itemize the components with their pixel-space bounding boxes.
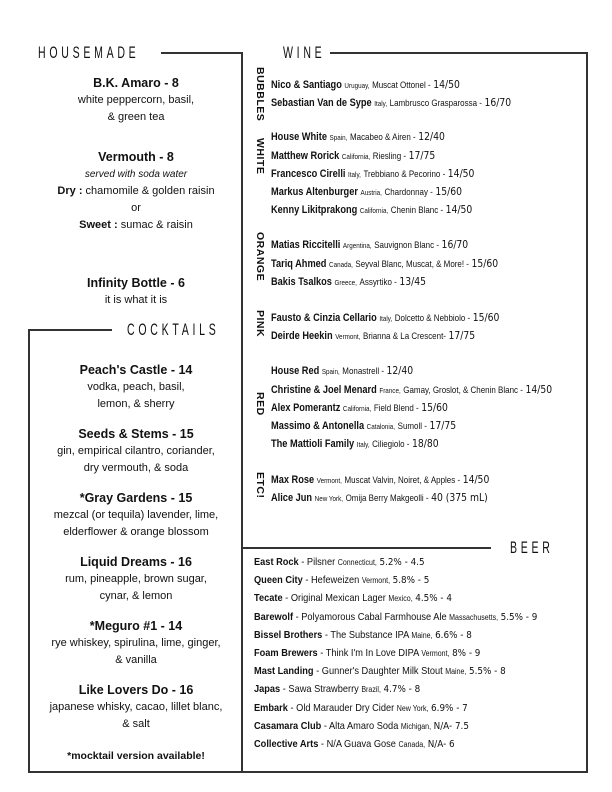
item-desc: rye whiskey, spirulina, lime, ginger,: [51, 637, 221, 649]
item-desc: cynar, & lemon: [99, 590, 173, 602]
menu-item-infinity-bottle: [30, 275, 242, 309]
beer-origin: Maine,: [445, 667, 467, 677]
wine-row: [271, 363, 413, 380]
beer-price: 5.2% - 4.5: [379, 557, 425, 568]
wine-origin: Austria,: [360, 188, 382, 197]
wine-producer: House White: [271, 131, 327, 143]
dry-desc: chamomile & golden raisin: [85, 185, 215, 197]
item-desc: & salt: [122, 718, 150, 730]
cocktails-heading: COCKTAILS: [127, 320, 220, 339]
beer-origin: Vermont,: [361, 576, 391, 586]
wine-row: [271, 328, 475, 345]
vermouth-dry: [30, 183, 242, 200]
wine-producer: Markus Altenburger: [271, 186, 358, 198]
wine-origin: Italy,: [356, 440, 370, 449]
wine-producer: Fausto & Cinzia Cellario: [271, 312, 377, 324]
wine-price: 40 (375 mL): [431, 491, 488, 504]
divider: [330, 52, 588, 54]
wine-category-label: ORANGE: [254, 232, 266, 282]
sweet-desc: sumac & raisin: [120, 219, 193, 231]
wine-row: [271, 436, 439, 453]
beer-price: N/A- 6: [427, 739, 455, 750]
wine-price: 13/45: [399, 275, 426, 288]
beer-origin: Maine,: [411, 630, 433, 640]
wine-producer: House Red: [271, 365, 320, 377]
wine-category-label: RED: [254, 392, 266, 416]
wine-detail: Trebbiano & Pecorino -: [363, 169, 446, 180]
item-desc: white peppercorn, basil,: [77, 94, 195, 106]
item-title: B.K. Amaro - 8: [93, 76, 179, 90]
beer-name: Alta Amaro Soda: [328, 719, 399, 732]
wine-origin: Greece,: [334, 278, 357, 287]
wine-row: [271, 274, 426, 291]
cocktail-item: [30, 490, 242, 541]
wine-row: [271, 382, 552, 399]
dry-label: Dry :: [57, 185, 83, 197]
wine-detail: Monastrell -: [342, 366, 384, 377]
item-title: *Meguro #1 - 14: [89, 619, 183, 633]
beer-row: East Rock - Pilsner Connecticut, 5.2% - 4.5: [254, 556, 425, 568]
beer-brewery: Foam Brewers: [254, 647, 318, 659]
wine-producer: Nico & Santiago: [271, 79, 342, 91]
beer-price: 8% - 9: [452, 648, 481, 659]
wine-price: 17/75: [408, 149, 436, 162]
wine-detail: Dolcetto & Nebbiolo -: [394, 313, 471, 324]
beer-heading: BEER: [510, 538, 554, 557]
wine-row: [271, 129, 445, 146]
wine-producer: Deirde Heekin: [271, 330, 333, 342]
wine-row: [271, 256, 498, 273]
wine-row: [271, 77, 460, 94]
wine-producer: Alice Jun: [271, 492, 313, 504]
wine-row: [271, 418, 456, 435]
item-desc: mezcal (or tequila) lavender, lime,: [53, 509, 219, 521]
wine-price: 14/50: [433, 78, 460, 91]
wine-origin: Uruguay,: [344, 81, 370, 90]
beer-name: N/A Guava Gose: [326, 738, 396, 750]
beer-price: 5.8% - 5: [392, 575, 430, 587]
beer-name: Pilsner: [306, 556, 336, 568]
beer-brewery: Mast Landing: [254, 665, 314, 678]
wine-price: 14/50: [525, 383, 553, 396]
item-title: Infinity Bottle - 6: [87, 276, 185, 290]
vermouth-sweet: [30, 217, 242, 234]
item-desc: rum, pineapple, brown sugar,: [65, 573, 207, 585]
wine-producer: Alex Pomerantz: [271, 402, 341, 414]
item-desc: & vanilla: [115, 654, 157, 666]
beer-name: Gunner's Daughter Milk Stout: [321, 665, 443, 678]
beer-price: N/A- 7.5: [433, 720, 469, 732]
wine-origin: Italy,: [379, 314, 393, 323]
cocktail-item: [30, 426, 242, 477]
wine-origin: Argentina,: [342, 241, 372, 250]
wine-detail: Field Blend -: [373, 403, 419, 414]
wine-category-label: ETC!: [254, 472, 266, 499]
wine-producer: Christine & Joel Menard: [271, 384, 377, 396]
wine-detail: Macabeo & Airen -: [349, 132, 416, 143]
wine-price: 14/50: [445, 203, 473, 216]
wine-origin: Catalonia,: [366, 422, 396, 431]
wine-detail: Riesling -: [372, 151, 407, 162]
divider: [586, 52, 588, 773]
wine-detail: Muscat Ottonel -: [372, 80, 431, 91]
wine-price: 12/40: [386, 364, 414, 377]
wine-origin: Vermont,: [316, 476, 342, 485]
beer-brewery: Casamara Club: [254, 719, 322, 732]
wine-price: 14/50: [462, 473, 490, 486]
wine-row: [271, 166, 474, 183]
item-desc: dry vermouth, & soda: [83, 462, 189, 474]
wine-detail: Chenin Blanc -: [390, 205, 444, 216]
wine-row: [271, 184, 462, 201]
wine-price: 12/40: [418, 130, 445, 143]
beer-row: Japas - Sawa Strawberry Brazil, 4.7% - 8: [254, 683, 421, 696]
wine-row: [271, 490, 488, 507]
beer-row: Mast Landing - Gunner's Daughter Milk Stout Maine, 5.5% - 8: [254, 665, 506, 678]
wine-detail: Lambrusco Grasparossa -: [389, 98, 482, 109]
wine-price: 16/70: [484, 96, 512, 109]
item-title: *Gray Gardens - 15: [79, 491, 193, 505]
wine-price: 15/60: [471, 257, 499, 270]
wine-origin: California,: [359, 206, 389, 215]
wine-price: 16/70: [441, 238, 469, 251]
wine-origin: California,: [341, 152, 371, 161]
cocktail-item: [30, 618, 242, 669]
wine-detail: Assyrtiko -: [359, 277, 397, 288]
wine-price: 15/60: [472, 311, 500, 324]
wine-producer: The Mattioli Family: [271, 438, 355, 450]
beer-origin: Connecticut,: [337, 558, 377, 567]
wine-producer: Bakis Tsalkos: [271, 276, 332, 288]
wine-category-label: WHITE: [254, 138, 266, 175]
wine-origin: France,: [379, 386, 401, 395]
beer-brewery: East Rock: [254, 556, 299, 568]
beer-row: Bissel Brothers - The Substance IPA Maine, 6.6% - 8: [254, 628, 472, 641]
beer-price: 6.6% - 8: [435, 629, 472, 641]
wine-producer: Massimo & Antonella: [271, 420, 365, 432]
wine-price: 15/60: [435, 185, 463, 198]
wine-row: [271, 472, 489, 489]
wine-detail: Sauvignon Blanc -: [374, 240, 439, 251]
housemade-heading: HOUSEMADE: [38, 43, 140, 62]
beer-origin: Canada,: [398, 740, 426, 749]
beer-price: 4.5% - 4: [415, 593, 452, 605]
item-title: Peach's Castle - 14: [79, 363, 193, 377]
wine-row: [271, 400, 448, 417]
wine-price: 14/50: [447, 167, 475, 180]
beer-price: 4.7% - 8: [383, 684, 421, 696]
beer-name: Think I'm In Love DIPA: [325, 647, 419, 659]
menu-item-bk-amaro: [30, 75, 242, 126]
wine-price: 17/75: [429, 419, 457, 432]
item-desc: japanese whisky, cacao, lillet blanc,: [49, 701, 223, 713]
wine-detail: Chardonnay -: [384, 187, 433, 198]
wine-origin: California,: [342, 404, 372, 413]
wine-origin: Italy,: [374, 99, 388, 108]
beer-row: Queen City - Hefeweizen Vermont, 5.8% - 5: [254, 574, 430, 587]
wine-producer: Matthew Rorick: [271, 150, 340, 162]
item-desc: it is what it is: [104, 294, 168, 306]
beer-name: The Substance IPA: [330, 628, 409, 641]
item-desc: lemon, & sherry: [97, 398, 175, 410]
beer-brewery: Tecate: [254, 592, 283, 605]
wine-producer: Matias Riccitelli: [271, 239, 341, 251]
wine-category-label: BUBBLES: [254, 67, 266, 122]
item-desc: vodka, peach, basil,: [87, 381, 185, 393]
item-desc: & green tea: [107, 111, 165, 123]
wine-row: [271, 237, 468, 254]
wine-origin: Spain,: [329, 133, 348, 142]
beer-origin: Michigan,: [400, 721, 432, 731]
beer-row: Tecate - Original Mexican Lager Mexico, 4.5% - 4: [254, 592, 452, 605]
item-title: Liquid Dreams - 16: [80, 555, 192, 569]
mocktail-footnote: *mocktail version available!: [67, 750, 205, 762]
cocktail-item: [30, 362, 242, 413]
beer-origin: Mexico,: [388, 594, 413, 604]
beer-price: 5.5% - 9: [500, 611, 538, 623]
divider: [28, 329, 112, 331]
wine-detail: Seyval Blanc, Muscat, & More! -: [355, 259, 469, 270]
wine-category-label: PINK: [254, 310, 266, 338]
wine-producer: Max Rose: [271, 474, 315, 486]
menu-item-vermouth: [30, 149, 242, 234]
beer-name: Hefeweizen: [311, 574, 360, 587]
beer-row: Barewolf - Polyamorous Cabal Farmhouse Ale Massachusetts, 5.5% - 9: [254, 610, 538, 623]
divider: [161, 52, 243, 54]
wine-origin: Italy,: [348, 170, 361, 179]
wine-row: [271, 95, 511, 112]
wine-price: 18/80: [412, 437, 439, 450]
beer-name: Sawa Strawberry: [288, 683, 359, 696]
beer-row: Collective Arts - N/A Guava Gose Canada, N/A- 6: [254, 738, 455, 750]
beer-name: Original Mexican Lager: [290, 592, 386, 605]
wine-price: 15/60: [421, 401, 448, 414]
beer-origin: New York,: [396, 703, 429, 713]
beer-name: Old Marauder Dry Cider: [296, 701, 395, 714]
beer-origin: Massachusetts,: [449, 612, 499, 622]
beer-price: 6.9% - 7: [431, 702, 468, 714]
wine-detail: Muscat Valvin, Noiret, & Apples -: [344, 475, 461, 486]
wine-producer: Francesco Cirelli: [271, 168, 346, 180]
cocktails-list: [30, 362, 242, 746]
beer-brewery: Embark: [254, 701, 288, 714]
sweet-label: Sweet :: [79, 219, 118, 231]
beer-brewery: Bissel Brothers: [254, 628, 323, 641]
wine-producer: Kenny Likitprakong: [271, 204, 358, 216]
divider: [28, 771, 588, 773]
beer-name: Polyamorous Cabal Farmhouse Ale: [301, 610, 447, 623]
wine-detail: Gamay, Groslot, & Chenin Blanc -: [403, 385, 523, 396]
wine-detail: Sumoll -: [397, 421, 427, 432]
wine-row: [271, 310, 499, 327]
wine-detail: Brianna & La Crescent-: [362, 331, 446, 342]
cocktail-item: [30, 682, 242, 733]
beer-origin: Vermont,: [421, 649, 450, 658]
beer-brewery: Collective Arts: [254, 738, 319, 750]
wine-row: [271, 202, 472, 219]
or-text: or: [131, 202, 141, 214]
divider: [243, 547, 491, 549]
item-title: Like Lovers Do - 16: [78, 683, 194, 697]
item-title: Seeds & Stems - 15: [78, 427, 194, 441]
wine-origin: Vermont,: [335, 332, 361, 341]
wine-detail: Omija Berry Makgeolli -: [345, 493, 429, 504]
cocktail-item: [30, 554, 242, 605]
beer-row: Foam Brewers - Think I'm In Love DIPA Vermont, 8% - 9: [254, 647, 481, 659]
beer-brewery: Barewolf: [254, 610, 294, 623]
beer-row: Embark - Old Marauder Dry Cider New York, 6.9% - 7: [254, 701, 468, 714]
wine-detail: Ciliegiolo -: [372, 439, 410, 450]
item-desc: elderflower & orange blossom: [63, 526, 209, 538]
wine-price: 17/75: [448, 329, 476, 342]
beer-row: Casamara Club - Alta Amaro Soda Michigan, N/A- 7.5: [254, 719, 469, 732]
wine-origin: New York,: [314, 494, 344, 503]
item-desc: gin, empirical cilantro, coriander,: [57, 445, 215, 457]
beer-brewery: Queen City: [254, 574, 303, 587]
item-note: served with soda water: [84, 169, 188, 180]
wine-origin: Spain,: [321, 367, 340, 376]
beer-origin: Brazil,: [361, 685, 381, 695]
beer-price: 5.5% - 8: [468, 666, 506, 678]
wine-heading: WINE: [283, 43, 326, 62]
item-title: Vermouth - 8: [98, 150, 174, 164]
beer-brewery: Japas: [254, 683, 281, 696]
wine-row: [271, 148, 435, 165]
wine-producer: Sebastian Van de Sype: [271, 97, 372, 109]
wine-producer: Tariq Ahmed: [271, 258, 327, 270]
wine-origin: Canada,: [329, 260, 353, 269]
